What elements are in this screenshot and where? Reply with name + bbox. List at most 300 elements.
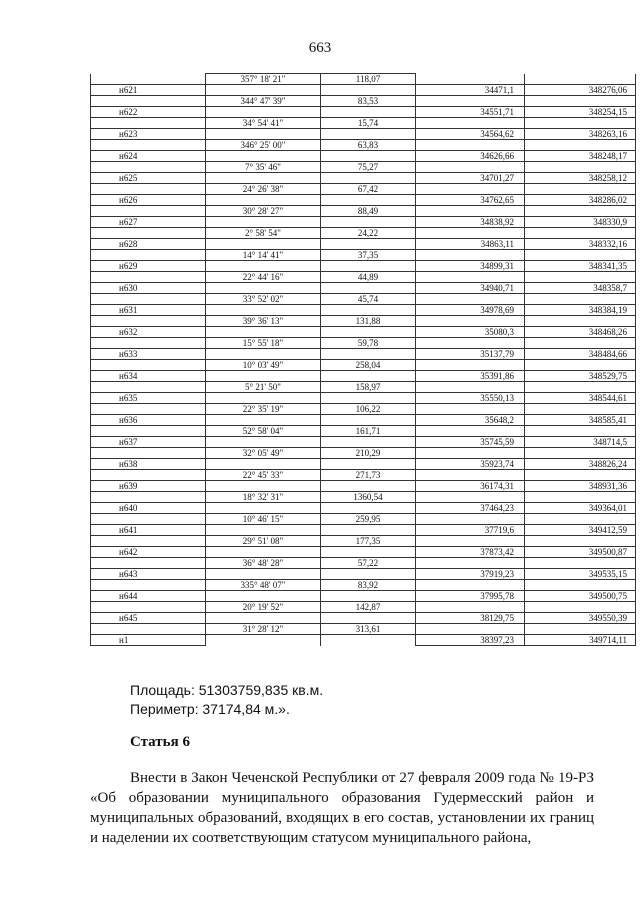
length-cell <box>321 371 416 382</box>
table-row-point <box>91 591 636 602</box>
table-row-point <box>91 635 636 646</box>
table-row-point <box>91 107 636 118</box>
point-name-cell: н630 <box>91 283 206 294</box>
x-coord-cell: 38129,75 <box>416 613 525 624</box>
x-coord-cell: 34940,71 <box>416 283 525 294</box>
x-coord-cell <box>416 96 525 107</box>
table-row-point <box>91 481 636 492</box>
y-coord-cell <box>525 404 636 415</box>
angle-cell: 32° 05' 49" <box>206 448 321 459</box>
table-row-point <box>91 195 636 206</box>
table-row-segment <box>91 426 636 437</box>
point-name-cell: н622 <box>91 107 206 118</box>
length-cell: 83,92 <box>321 580 416 591</box>
length-cell: 75,27 <box>321 162 416 173</box>
x-coord-cell <box>416 206 525 217</box>
y-coord-cell: 349550,39 <box>525 613 636 624</box>
length-cell <box>321 129 416 140</box>
point-name-cell <box>91 404 206 415</box>
angle-cell <box>206 437 321 448</box>
length-cell: 258,04 <box>321 360 416 371</box>
length-cell <box>321 107 416 118</box>
angle-cell <box>206 547 321 558</box>
y-coord-cell: 348248,17 <box>525 151 636 162</box>
y-coord-cell <box>525 206 636 217</box>
angle-cell: 31° 28' 12" <box>206 624 321 635</box>
x-coord-cell <box>416 338 525 349</box>
y-coord-cell <box>525 448 636 459</box>
length-cell <box>321 261 416 272</box>
point-name-cell <box>91 492 206 503</box>
angle-cell: 34° 54' 41" <box>206 118 321 129</box>
x-coord-cell <box>416 602 525 613</box>
x-coord-cell: 34551,71 <box>416 107 525 118</box>
angle-cell <box>206 173 321 184</box>
y-coord-cell: 348384,19 <box>525 305 636 316</box>
length-cell <box>321 305 416 316</box>
point-name-cell: н642 <box>91 547 206 558</box>
length-cell: 161,71 <box>321 426 416 437</box>
x-coord-cell <box>416 162 525 173</box>
angle-cell: 344° 47' 39" <box>206 96 321 107</box>
table-row-segment <box>91 294 636 305</box>
y-coord-cell <box>525 118 636 129</box>
table-row-segment <box>91 492 636 503</box>
table-row-segment <box>91 536 636 547</box>
angle-cell <box>206 591 321 602</box>
length-cell <box>321 151 416 162</box>
angle-cell: 18° 32' 31" <box>206 492 321 503</box>
length-cell: 67,42 <box>321 184 416 195</box>
length-cell <box>321 327 416 338</box>
point-name-cell <box>91 184 206 195</box>
angle-cell: 33° 52' 02" <box>206 294 321 305</box>
y-coord-cell <box>525 184 636 195</box>
point-name-cell <box>91 228 206 239</box>
y-coord-cell: 348341,35 <box>525 261 636 272</box>
point-name-cell <box>91 382 206 393</box>
length-cell <box>321 85 416 96</box>
table-row-segment <box>91 360 636 371</box>
point-name-cell: н629 <box>91 261 206 272</box>
point-name-cell <box>91 74 206 85</box>
point-name-cell <box>91 558 206 569</box>
point-name-cell <box>91 206 206 217</box>
table-row-point <box>91 327 636 338</box>
area-line: Площадь: 51303759,835 кв.м. <box>130 682 324 698</box>
point-name-cell <box>91 338 206 349</box>
point-name-cell: н638 <box>91 459 206 470</box>
length-cell <box>321 437 416 448</box>
x-coord-cell <box>416 492 525 503</box>
length-cell <box>321 195 416 206</box>
table-row-point <box>91 85 636 96</box>
y-coord-cell: 348358,7 <box>525 283 636 294</box>
y-coord-cell: 348484,66 <box>525 349 636 360</box>
x-coord-cell: 37919,23 <box>416 569 525 580</box>
angle-cell <box>206 85 321 96</box>
point-name-cell: н644 <box>91 591 206 602</box>
point-name-cell <box>91 602 206 613</box>
point-name-cell <box>91 580 206 591</box>
table-row-point <box>91 393 636 404</box>
table-row-segment <box>91 118 636 129</box>
table-row-point <box>91 151 636 162</box>
x-coord-cell <box>416 536 525 547</box>
y-coord-cell <box>525 360 636 371</box>
point-name-cell: н631 <box>91 305 206 316</box>
length-cell: 83,53 <box>321 96 416 107</box>
length-cell <box>321 591 416 602</box>
point-name-cell: н626 <box>91 195 206 206</box>
angle-cell: 30° 28' 27" <box>206 206 321 217</box>
point-name-cell: н621 <box>91 85 206 96</box>
angle-cell: 10° 46' 15" <box>206 514 321 525</box>
table-row-segment <box>91 316 636 327</box>
angle-cell: 29° 51' 08" <box>206 536 321 547</box>
angle-cell: 52° 58' 04" <box>206 426 321 437</box>
y-coord-cell: 348585,41 <box>525 415 636 426</box>
table-row-point <box>91 129 636 140</box>
x-coord-cell: 34863,11 <box>416 239 525 250</box>
y-coord-cell: 349500,75 <box>525 591 636 602</box>
angle-cell: 2° 58' 54" <box>206 228 321 239</box>
angle-cell <box>206 635 321 646</box>
point-name-cell: н623 <box>91 129 206 140</box>
y-coord-cell: 348263,16 <box>525 129 636 140</box>
length-cell <box>321 415 416 426</box>
table-row-segment <box>91 448 636 459</box>
angle-cell: 22° 35' 19" <box>206 404 321 415</box>
point-name-cell: н635 <box>91 393 206 404</box>
point-name-cell: н637 <box>91 437 206 448</box>
article-body <box>90 768 594 848</box>
length-cell: 313,61 <box>321 624 416 635</box>
table-row-segment <box>91 228 636 239</box>
point-name-cell: н640 <box>91 503 206 514</box>
angle-cell: 5° 21' 50" <box>206 382 321 393</box>
length-cell: 131,88 <box>321 316 416 327</box>
y-coord-cell: 349364,01 <box>525 503 636 514</box>
angle-cell <box>206 525 321 536</box>
angle-cell <box>206 261 321 272</box>
angle-cell: 24° 26' 38" <box>206 184 321 195</box>
x-coord-cell <box>416 140 525 151</box>
point-name-cell: н636 <box>91 415 206 426</box>
table-row-segment <box>91 96 636 107</box>
x-coord-cell: 36174,31 <box>416 481 525 492</box>
table-row-point <box>91 525 636 536</box>
angle-cell: 15° 55' 18" <box>206 338 321 349</box>
x-coord-cell: 37873,42 <box>416 547 525 558</box>
length-cell <box>321 547 416 558</box>
point-name-cell <box>91 96 206 107</box>
angle-cell: 39° 36' 13" <box>206 316 321 327</box>
x-coord-cell: 34564,62 <box>416 129 525 140</box>
y-coord-cell <box>525 514 636 525</box>
angle-cell <box>206 151 321 162</box>
x-coord-cell <box>416 272 525 283</box>
table-row-segment <box>91 338 636 349</box>
point-name-cell <box>91 624 206 635</box>
point-name-cell: н628 <box>91 239 206 250</box>
y-coord-cell: 349500,87 <box>525 547 636 558</box>
article-heading: Статья 6 <box>130 734 190 750</box>
x-coord-cell: 38397,23 <box>416 635 525 646</box>
angle-cell: 335° 48' 07" <box>206 580 321 591</box>
coordinates-table <box>90 73 636 646</box>
table-row-point <box>91 173 636 184</box>
point-name-cell <box>91 250 206 261</box>
length-cell <box>321 173 416 184</box>
table-row-point <box>91 569 636 580</box>
angle-cell <box>206 217 321 228</box>
point-name-cell: н633 <box>91 349 206 360</box>
angle-cell <box>206 481 321 492</box>
y-coord-cell: 348258,12 <box>525 173 636 184</box>
angle-cell: 10° 03' 49" <box>206 360 321 371</box>
table-row-point <box>91 261 636 272</box>
y-coord-cell: 348931,36 <box>525 481 636 492</box>
table-row-point <box>91 239 636 250</box>
angle-cell <box>206 195 321 206</box>
angle-cell <box>206 371 321 382</box>
x-coord-cell: 34978,69 <box>416 305 525 316</box>
x-coord-cell: 35080,3 <box>416 327 525 338</box>
point-name-cell <box>91 118 206 129</box>
length-cell <box>321 635 416 646</box>
x-coord-cell: 35745,59 <box>416 437 525 448</box>
x-coord-cell <box>416 184 525 195</box>
x-coord-cell: 34899,31 <box>416 261 525 272</box>
length-cell: 1360,54 <box>321 492 416 503</box>
table-row-point <box>91 459 636 470</box>
length-cell: 57,22 <box>321 558 416 569</box>
length-cell: 259,95 <box>321 514 416 525</box>
y-coord-cell <box>525 272 636 283</box>
point-name-cell <box>91 162 206 173</box>
point-name-cell: н641 <box>91 525 206 536</box>
y-coord-cell <box>525 558 636 569</box>
coordinates-table-body <box>91 74 636 646</box>
length-cell <box>321 481 416 492</box>
y-coord-cell <box>525 580 636 591</box>
angle-cell: 14° 14' 41" <box>206 250 321 261</box>
article-body-text: Внести в Закон Чеченской Республики от 27 февраля 2009 года № 19-РЗ «Об образовании муниципального образования Гудермесский район и муниципальных образований, входящих в его состав, установлении их границ и наделении их соответствующим статусом муниципального района, <box>90 770 594 846</box>
y-coord-cell <box>525 536 636 547</box>
x-coord-cell: 35923,74 <box>416 459 525 470</box>
angle-cell <box>206 239 321 250</box>
y-coord-cell <box>525 140 636 151</box>
length-cell <box>321 283 416 294</box>
point-name-cell <box>91 360 206 371</box>
table-row-point <box>91 349 636 360</box>
point-name-cell: н625 <box>91 173 206 184</box>
angle-cell <box>206 415 321 426</box>
point-name-cell: н632 <box>91 327 206 338</box>
y-coord-cell: 348254,15 <box>525 107 636 118</box>
x-coord-cell <box>416 316 525 327</box>
length-cell: 88,49 <box>321 206 416 217</box>
length-cell: 37,35 <box>321 250 416 261</box>
angle-cell: 20° 19' 52" <box>206 602 321 613</box>
length-cell: 59,78 <box>321 338 416 349</box>
y-coord-cell <box>525 250 636 261</box>
point-name-cell: н639 <box>91 481 206 492</box>
table-row-point <box>91 371 636 382</box>
table-row-point <box>91 503 636 514</box>
point-name-cell <box>91 514 206 525</box>
length-cell <box>321 459 416 470</box>
length-cell: 106,22 <box>321 404 416 415</box>
y-coord-cell <box>525 228 636 239</box>
y-coord-cell <box>525 426 636 437</box>
length-cell: 45,74 <box>321 294 416 305</box>
angle-cell <box>206 129 321 140</box>
table-row-segment <box>91 140 636 151</box>
x-coord-cell: 37995,78 <box>416 591 525 602</box>
angle-cell <box>206 349 321 360</box>
y-coord-cell <box>525 624 636 635</box>
x-coord-cell <box>416 514 525 525</box>
table-row-segment <box>91 74 636 85</box>
x-coord-cell: 35648,2 <box>416 415 525 426</box>
point-name-cell <box>91 140 206 151</box>
table-row-point <box>91 437 636 448</box>
table-row-point <box>91 613 636 624</box>
length-cell: 44,89 <box>321 272 416 283</box>
point-name-cell <box>91 272 206 283</box>
length-cell <box>321 239 416 250</box>
length-cell: 63,83 <box>321 140 416 151</box>
x-coord-cell: 37464,23 <box>416 503 525 514</box>
table-row-point <box>91 283 636 294</box>
table-row-segment <box>91 514 636 525</box>
y-coord-cell: 348286,02 <box>525 195 636 206</box>
table-row-point <box>91 547 636 558</box>
x-coord-cell <box>416 74 525 85</box>
x-coord-cell <box>416 118 525 129</box>
x-coord-cell <box>416 228 525 239</box>
angle-cell <box>206 459 321 470</box>
length-cell <box>321 503 416 514</box>
point-name-cell: н634 <box>91 371 206 382</box>
angle-cell <box>206 107 321 118</box>
x-coord-cell: 34471,1 <box>416 85 525 96</box>
point-name-cell: н1 <box>91 635 206 646</box>
length-cell <box>321 349 416 360</box>
x-coord-cell <box>416 404 525 415</box>
table-row-segment <box>91 382 636 393</box>
x-coord-cell: 35550,13 <box>416 393 525 404</box>
length-cell: 177,35 <box>321 536 416 547</box>
length-cell: 118,07 <box>321 74 416 85</box>
x-coord-cell <box>416 558 525 569</box>
table-row-segment <box>91 470 636 481</box>
length-cell: 210,29 <box>321 448 416 459</box>
length-cell <box>321 525 416 536</box>
table-row-segment <box>91 272 636 283</box>
x-coord-cell <box>416 624 525 635</box>
y-coord-cell: 349714,11 <box>525 635 636 646</box>
x-coord-cell: 34762,65 <box>416 195 525 206</box>
x-coord-cell <box>416 360 525 371</box>
angle-cell <box>206 393 321 404</box>
table-row-segment <box>91 184 636 195</box>
table-row-segment <box>91 250 636 261</box>
table-row-segment <box>91 602 636 613</box>
y-coord-cell <box>525 470 636 481</box>
y-coord-cell: 348714,5 <box>525 437 636 448</box>
angle-cell <box>206 305 321 316</box>
table-row-point <box>91 217 636 228</box>
table-row-segment <box>91 206 636 217</box>
y-coord-cell: 348529,75 <box>525 371 636 382</box>
length-cell: 142,87 <box>321 602 416 613</box>
length-cell: 15,74 <box>321 118 416 129</box>
point-name-cell <box>91 426 206 437</box>
y-coord-cell <box>525 382 636 393</box>
y-coord-cell: 348332,16 <box>525 239 636 250</box>
perimeter-line: Периметр: 37174,84 м.». <box>130 701 290 717</box>
point-name-cell <box>91 536 206 547</box>
x-coord-cell <box>416 580 525 591</box>
point-name-cell <box>91 448 206 459</box>
angle-cell <box>206 613 321 624</box>
angle-cell <box>206 283 321 294</box>
y-coord-cell <box>525 74 636 85</box>
y-coord-cell <box>525 162 636 173</box>
table-row-segment <box>91 162 636 173</box>
y-coord-cell: 348276,06 <box>525 85 636 96</box>
x-coord-cell: 35137,79 <box>416 349 525 360</box>
x-coord-cell: 37719,6 <box>416 525 525 536</box>
angle-cell: 346° 25' 00" <box>206 140 321 151</box>
x-coord-cell <box>416 250 525 261</box>
point-name-cell <box>91 470 206 481</box>
table-row-segment <box>91 580 636 591</box>
y-coord-cell: 348544,61 <box>525 393 636 404</box>
angle-cell: 36° 48' 28" <box>206 558 321 569</box>
length-cell: 24,22 <box>321 228 416 239</box>
point-name-cell: н643 <box>91 569 206 580</box>
angle-cell <box>206 569 321 580</box>
point-name-cell: н624 <box>91 151 206 162</box>
y-coord-cell <box>525 492 636 503</box>
length-cell: 158,97 <box>321 382 416 393</box>
point-name-cell <box>91 294 206 305</box>
table-row-point <box>91 415 636 426</box>
table-row-segment <box>91 558 636 569</box>
y-coord-cell <box>525 338 636 349</box>
table-row-point <box>91 305 636 316</box>
y-coord-cell: 348826,24 <box>525 459 636 470</box>
y-coord-cell <box>525 602 636 613</box>
y-coord-cell <box>525 294 636 305</box>
x-coord-cell: 34838,92 <box>416 217 525 228</box>
length-cell: 271,73 <box>321 470 416 481</box>
x-coord-cell <box>416 382 525 393</box>
angle-cell <box>206 503 321 514</box>
y-coord-cell: 348468,26 <box>525 327 636 338</box>
angle-cell: 357° 18' 21" <box>206 74 321 85</box>
table-row-segment <box>91 624 636 635</box>
point-name-cell: н645 <box>91 613 206 624</box>
length-cell <box>321 613 416 624</box>
x-coord-cell <box>416 426 525 437</box>
length-cell <box>321 217 416 228</box>
x-coord-cell: 34701,27 <box>416 173 525 184</box>
